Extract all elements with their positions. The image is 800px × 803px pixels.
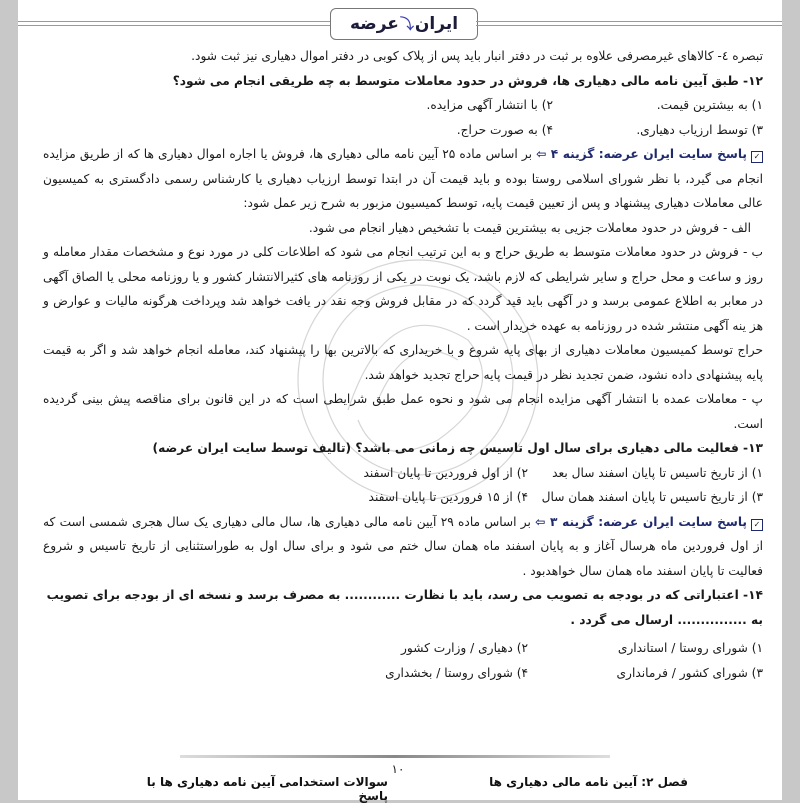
- question-13: ۱۳- فعالیت مالی دهیاری برای سال اول تاسیس چه زمانی می باشد؟ (تالیف توسط سایت ایران عرضه): [152, 441, 763, 455]
- q12-answer-head: پاسخ سایت ایران عرضه: گزینه ۴ ⇦: [536, 147, 748, 161]
- q12-options-row-2: [43, 118, 763, 143]
- checkbox-icon: ✓: [751, 151, 763, 163]
- q12-option-4: ۴) به صورت حراج.: [456, 122, 553, 137]
- page-header: [18, 0, 782, 44]
- checkbox-icon: ✓: [751, 519, 763, 531]
- logo-arrow-icon: ⤵: [399, 17, 414, 33]
- logo-text-arze: عرضه: [349, 14, 399, 34]
- q13-options-row-2: [43, 485, 763, 510]
- q12-answer-body: بر اساس ماده ۲۵ آیین نامه مالی دهیاری ها، فروش یا اجاره اموال دهیاری ها که از طریق مزایده انجام می گیرد، با نظر شورای اسلامی روستا بوده و باید قیمت آن در ابتدا توسط ارزیاب دهیاری یا کارشناس رسمی دادگستری به کمیسیون عالی معاملات دهیاری پیشنهاد و پس از تعیین قیمت پایه، توسط کمیسیون مزبور به شرح زیر عمل شود:: [43, 147, 763, 210]
- q12-clause-be: ب - فروش در حدود معاملات متوسط به طریق حراج و به این ترتیب انجام می شود که اطلاعات کلی در مورد نوع و مشخصات مقدار معامله و روز و ساعت و محل حراج و سایر شرایطی که لازم باشد، یک نوبت در یکی از روزنامه های کثیرالانتشار کشور و یا روزنامه محلی یا الصاق آگهی در معابر به اطلاع عمومی برسد و در آگهی باید قید گردد که در مقابل فروش وجه نقد در یافت خواهد شد وپرداخت هرگونه مالیات و عوارض و هز ینه آگهی منتشر شده در روزنامه به عهده خریدار است .: [43, 245, 763, 333]
- q13-option-4: ۴) از ۱۵ فروردین تا پایان اسفند: [368, 490, 528, 504]
- q14-options-row-1: [43, 636, 763, 661]
- footer-rule: [180, 755, 610, 758]
- page-content: [43, 44, 763, 685]
- q12-option-1: ۱) به بیشترین قیمت.: [656, 98, 763, 112]
- q13-option-1: ۱) از تاریخ تاسیس تا پایان اسفند سال بعد: [552, 465, 763, 480]
- q12-option-3: ۳) توسط ارزیاب دهیاری.: [636, 122, 763, 137]
- q14-options-row-2: [43, 661, 763, 686]
- header-rule-right: [476, 21, 782, 26]
- q12-option-2: ۲) با انتشار آگهی مزایده.: [426, 98, 553, 112]
- q14-option-3: ۳) شورای کشور / فرمانداری: [616, 665, 763, 680]
- q13-answer-head: پاسخ سایت ایران عرضه: گزینه ۳ ⇦: [535, 514, 747, 529]
- q13-option-2: ۲) از اول فروردین تا پایان اسفند: [363, 465, 528, 480]
- q12-clause-alef: الف - فروش در حدود معاملات جزیی به بیشترین قیمت با تشخیص دهیار انجام می شود.: [308, 220, 751, 235]
- q14-option-4: ۴) شورای روستا / بخشداری: [385, 665, 528, 680]
- q12-clause-pe: پ - معاملات عمده با انتشار آگهی مزایده انجام می شود و نحوه عمل طبق شرایطی است که در این قانون برای مناقصه پیش بینی گردیده است.: [43, 392, 763, 431]
- logo-text-iran: ایران: [414, 14, 459, 34]
- question-12: ۱۲- طبق آیین نامه مالی دهیاری ها، فروش در حدود معاملات متوسط به چه طریقی انجام می شود؟: [172, 73, 763, 88]
- q13-answer: [43, 510, 763, 584]
- q14-option-2: ۲) دهیاری / وزارت کشور: [401, 641, 528, 655]
- iran-arze-logo: [330, 8, 478, 40]
- note-4: تبصره ٤- کالاهای غیرمصرفی علاوه بر ثبت در دفتر انبار باید پس از پلاک کوبی در دفتر اموال دهیاری نیز ثبت شود.: [191, 49, 763, 63]
- q12-clause-haraj: حراج توسط کمیسیون معاملات دهیاری از بهای پایه شروع و با خریداری که بالاترین بها را پیشنهاد کند، معامله انجام خواهد شد و اگر به قیمت پایه پیشنهادی داده نشود، ضمن تجدید نظر در قیمت پایه حراج تجدید خواهد شد.: [43, 343, 763, 382]
- q12-answer: [43, 142, 763, 216]
- question-14-line-2: به ............... ارسال می گردد .: [570, 612, 763, 627]
- header-rule-left: [18, 21, 330, 26]
- q13-option-3: ۳) از تاریخ تاسیس تا پایان اسفند همان سال: [541, 490, 763, 504]
- q13-answer-body: بر اساس ماده ۲۹ آیین نامه مالی دهیاری ها، سال مالی دهیاری یک سال هجری شمسی است که از اول فروردین ماه هرسال آغاز و به پایان اسفند ماه همان سال ختم می شود و برای سال اول به طوراستثنایی از تاریخ تاسیس و شروع فعالیت تا پایان اسفند ماه همان سال خواهدبود .: [43, 514, 763, 578]
- q14-option-1: ۱) شورای روستا / استانداری: [617, 641, 763, 655]
- footer-chapter: فصل ۲: آیین نامه مالی دهیاری ها: [489, 775, 688, 789]
- footer-book-title: سوالات استخدامی آیین نامه دهیاری ها با پاسخ: [146, 775, 388, 803]
- document-page: [18, 0, 782, 803]
- q12-options-row-1: [43, 93, 763, 118]
- q13-options-row-1: [43, 461, 763, 486]
- page-number: ۱۰: [391, 762, 405, 776]
- question-14-line-1: ۱۴- اعتباراتی که در بودجه به تصویب می رسد، باید با نظارت ............ به مصرف برسد و نسخه ای از بودجه برای تصویب: [46, 588, 763, 602]
